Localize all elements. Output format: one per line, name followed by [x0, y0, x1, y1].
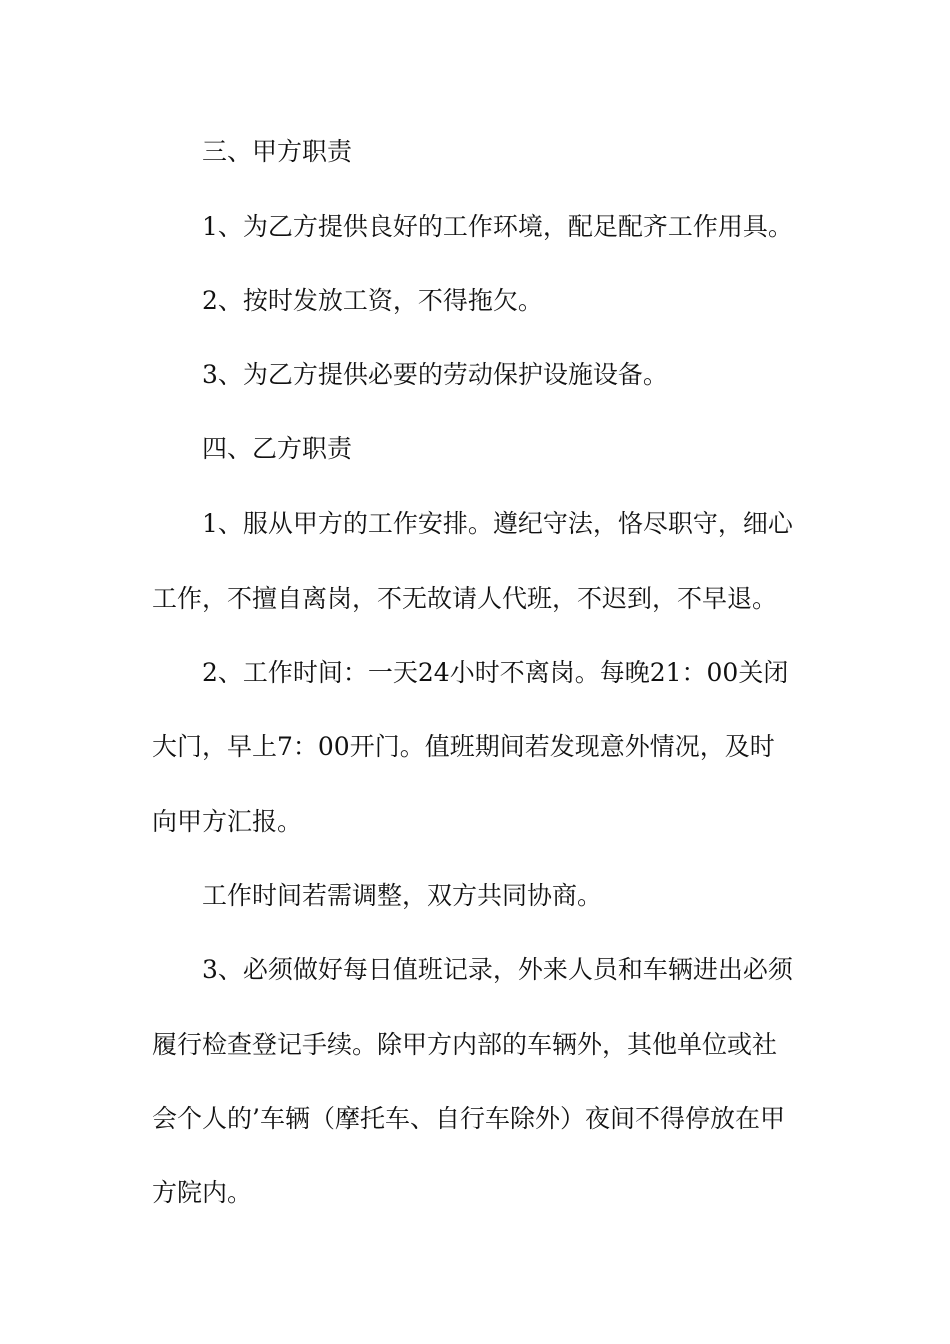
paragraph-line: 会个人的’车辆（摩托车、自行车除外）夜间不得停放在甲	[152, 1104, 785, 1133]
paragraph-line: 2、工作时间：一天24小时不离岗。每晚21：00关闭	[202, 658, 789, 687]
paragraph-line: 工作时间若需调整，双方共同协商。	[202, 881, 603, 910]
paragraph-line: 3、必须做好每日值班记录，外来人员和车辆进出必须	[202, 955, 793, 984]
paragraph-line: 3、为乙方提供必要的劳动保护设施设备。	[202, 360, 668, 389]
paragraph-line: 2、按时发放工资，不得拖欠。	[202, 286, 543, 315]
paragraph-line: 1、为乙方提供良好的工作环境，配足配齐工作用具。	[202, 212, 793, 241]
paragraph-line: 履行检查登记手续。除甲方内部的车辆外，其他单位或社	[152, 1030, 778, 1059]
paragraph-line: 向甲方汇报。	[152, 807, 303, 836]
section-heading-party-b: 四、乙方职责	[202, 434, 353, 463]
paragraph-line: 方院内。	[152, 1178, 253, 1207]
paragraph-line: 1、服从甲方的工作安排。遵纪守法，恪尽职守，细心	[202, 509, 793, 538]
section-heading-party-a: 三、甲方职责	[202, 137, 353, 166]
paragraph-line: 大门，早上7：00开门。值班期间若发现意外情况，及时	[152, 732, 775, 761]
paragraph-line: 工作，不擅自离岗，不无故请人代班，不迟到，不早退。	[152, 584, 778, 613]
